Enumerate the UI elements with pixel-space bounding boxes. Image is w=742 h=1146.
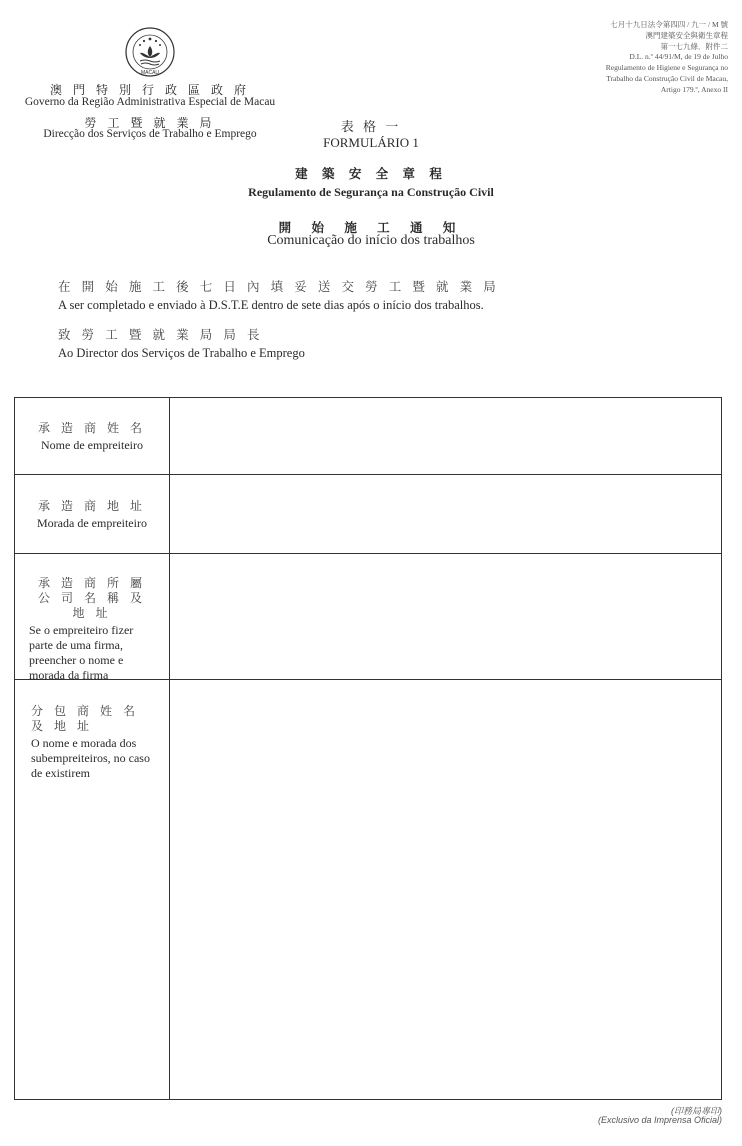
label-pt: O nome e morada dos subempreiteiros, no caso de existirem [31, 736, 150, 780]
legal-line: Artigo 179.º, Anexo II [660, 84, 728, 94]
form-number-pt: FORMULÁRIO 1 [323, 135, 419, 150]
legal-line: Regulamento de Higiene e Segurança no [605, 63, 728, 73]
contractor-name-label [15, 421, 169, 453]
printer-note-zh: (印務局專印) [671, 1106, 722, 1116]
legal-line: 七月十九日法令第四四 / 九一 / M 號 [610, 20, 728, 29]
contractor-form-table [14, 397, 722, 1100]
label-zh: 承 造 商 所 屬 公 司 名 稱 及 地 址 [37, 576, 146, 620]
label-pt: Se o empreiteiro fizer parte de uma firma, preencher o nome e morada da firma [29, 623, 134, 682]
form-number-zh: 表 格 一 [340, 119, 402, 134]
notice-title-zh: 開 始 施 工 通 知 [278, 220, 464, 235]
contractor-address-field[interactable] [170, 475, 721, 553]
subcontractor-field[interactable] [170, 680, 721, 1099]
label-zh: 承 造 商 地 址 [37, 499, 146, 513]
label-zh: 分 包 商 姓 名 及 地 址 [31, 704, 140, 733]
label-pt: Nome de empreiteiro [41, 438, 143, 452]
instruction-pt: A ser completado e enviado à D.S.T.E dentro de sete dias após o início dos trabalhos. [58, 298, 484, 312]
legal-line: 第一七九條．附件二 [660, 41, 728, 51]
printer-note-pt: (Exclusivo da Imprensa Oficial) [597, 1115, 722, 1125]
government-name-pt: Governo da Região Administrativa Especial de Macau [24, 96, 276, 108]
notice-title-pt: Comunicação do início dos trabalhos [267, 233, 475, 248]
firm-name-address-field[interactable] [170, 554, 721, 679]
department-name-zh: 勞 工 暨 就 業 局 [84, 116, 216, 130]
addressee-pt: Ao Director dos Serviços de Trabalho e Emprego [58, 346, 305, 360]
label-pt: Morada de empreiteiro [37, 516, 147, 530]
subcontractor-label [15, 704, 169, 781]
regulation-title-zh: 建 築 安 全 章 程 [295, 166, 447, 181]
addressee-zh: 致 勞 工 暨 就 業 局 局 長 [58, 328, 264, 342]
macau-emblem-icon [124, 26, 176, 78]
contractor-address-label [15, 499, 169, 531]
government-name-zh: 澳 門 特 別 行 政 區 政 府 [49, 83, 250, 97]
legal-line: Trabalho da Construção Civil de Macau, [606, 73, 728, 83]
label-zh: 承 造 商 姓 名 [37, 421, 146, 435]
emblem-label: MACAU [140, 70, 160, 76]
instruction-zh: 在 開 始 施 工 後 七 日 內 填 妥 送 交 勞 工 暨 就 業 局 [58, 280, 500, 294]
contractor-name-field[interactable] [170, 398, 721, 474]
department-name-pt: Direcção dos Serviços de Trabalho e Emprego [43, 128, 257, 140]
legal-line: D.L. n.º 44/91/M, de 19 de Julho [629, 52, 728, 62]
legal-reference [528, 20, 728, 96]
legal-line: 澳門建築安全與衛生章程 [645, 30, 728, 40]
firm-name-address-label [15, 576, 169, 683]
regulation-title-pt: Regulamento de Segurança na Construção Civil [248, 185, 494, 199]
